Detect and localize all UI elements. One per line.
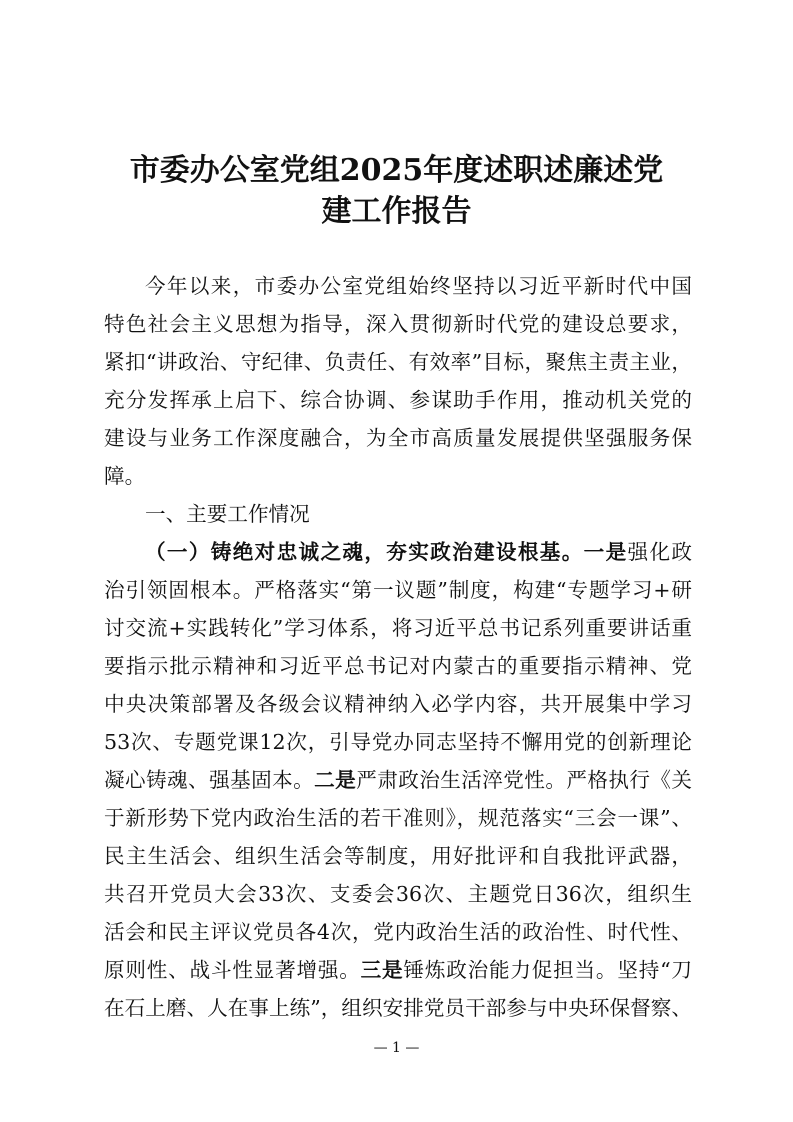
subsection-heading: （一）铸绝对忠诚之魂，夯实政治建设根基。 [145, 540, 584, 564]
section-heading: 一、主要工作情况 [145, 502, 310, 526]
body-text: 原则性、战斗性显著增强。 [104, 958, 361, 982]
enumeration-marker: 二是 [314, 768, 357, 792]
body-line: 共召开党员大会33次、支委会36次、主题党日36次，组织生 [104, 882, 692, 906]
body-line: 于新形势下党内政治生活的若干准则》，规范落实“三会一课”、 [104, 806, 692, 830]
document-title-line-2: 建工作报告 [321, 194, 472, 229]
body-line: 治引领固根本。严格落实“第一议题”制度，构建“专题学习+研 [104, 578, 692, 602]
body-line: 53次、专题党课12次，引导党办同志坚持不懈用党的创新理论 [104, 730, 692, 754]
body-line: 讨交流+实践转化”学习体系，将习近平总书记系列重要讲话重 [104, 616, 692, 640]
body-text: 严肃政治生活淬党性。严格执行《关 [356, 768, 692, 792]
intro-line: 特色社会主义思想为指导，深入贯彻新时代党的建设总要求， [104, 312, 692, 336]
body-line: 活会和民主评议党员各4次，党内政治生活的政治性、时代性、 [104, 920, 692, 944]
body-line: 在石上磨、人在事上练”，组织安排党员干部参与中央环保督察、 [104, 996, 692, 1020]
page-number: — 1 — [373, 1040, 420, 1056]
body-line [145, 534, 692, 570]
intro-line: 建设与业务工作深度融合，为全市高质量发展提供坚强服务保 [104, 426, 692, 450]
enumeration-marker: 一是 [583, 540, 628, 564]
body-line: 要指示批示精神和习近平总书记对内蒙古的重要指示精神、党 [104, 654, 692, 678]
body-line [104, 952, 692, 988]
intro-line: 充分发挥承上启下、综合协调、参谋助手作用，推动机关党的 [104, 388, 692, 412]
intro-line: 障。 [104, 464, 146, 488]
body-line: 中央决策部署及各级会议精神纳入必学内容，共开展集中学习 [104, 692, 692, 716]
body-line: 民主生活会、组织生活会等制度，用好批评和自我批评武器， [104, 844, 692, 868]
body-text: 锤炼政治能力促担当。坚持“刀 [403, 958, 692, 982]
document-title-line-1: 市委办公室党组2025年度述职述廉述党 [129, 153, 664, 188]
intro-line: 紧扣“讲政治、守纪律、负责任、有效率”目标，聚焦主责主业， [104, 350, 692, 374]
intro-line: 今年以来，市委办公室党组始终坚持以习近平新时代中国 [145, 274, 692, 298]
body-line [104, 762, 692, 798]
body-text: 强化政 [627, 540, 692, 564]
enumeration-marker: 三是 [360, 958, 404, 982]
body-text: 凝心铸魂、强基固本。 [104, 768, 315, 792]
